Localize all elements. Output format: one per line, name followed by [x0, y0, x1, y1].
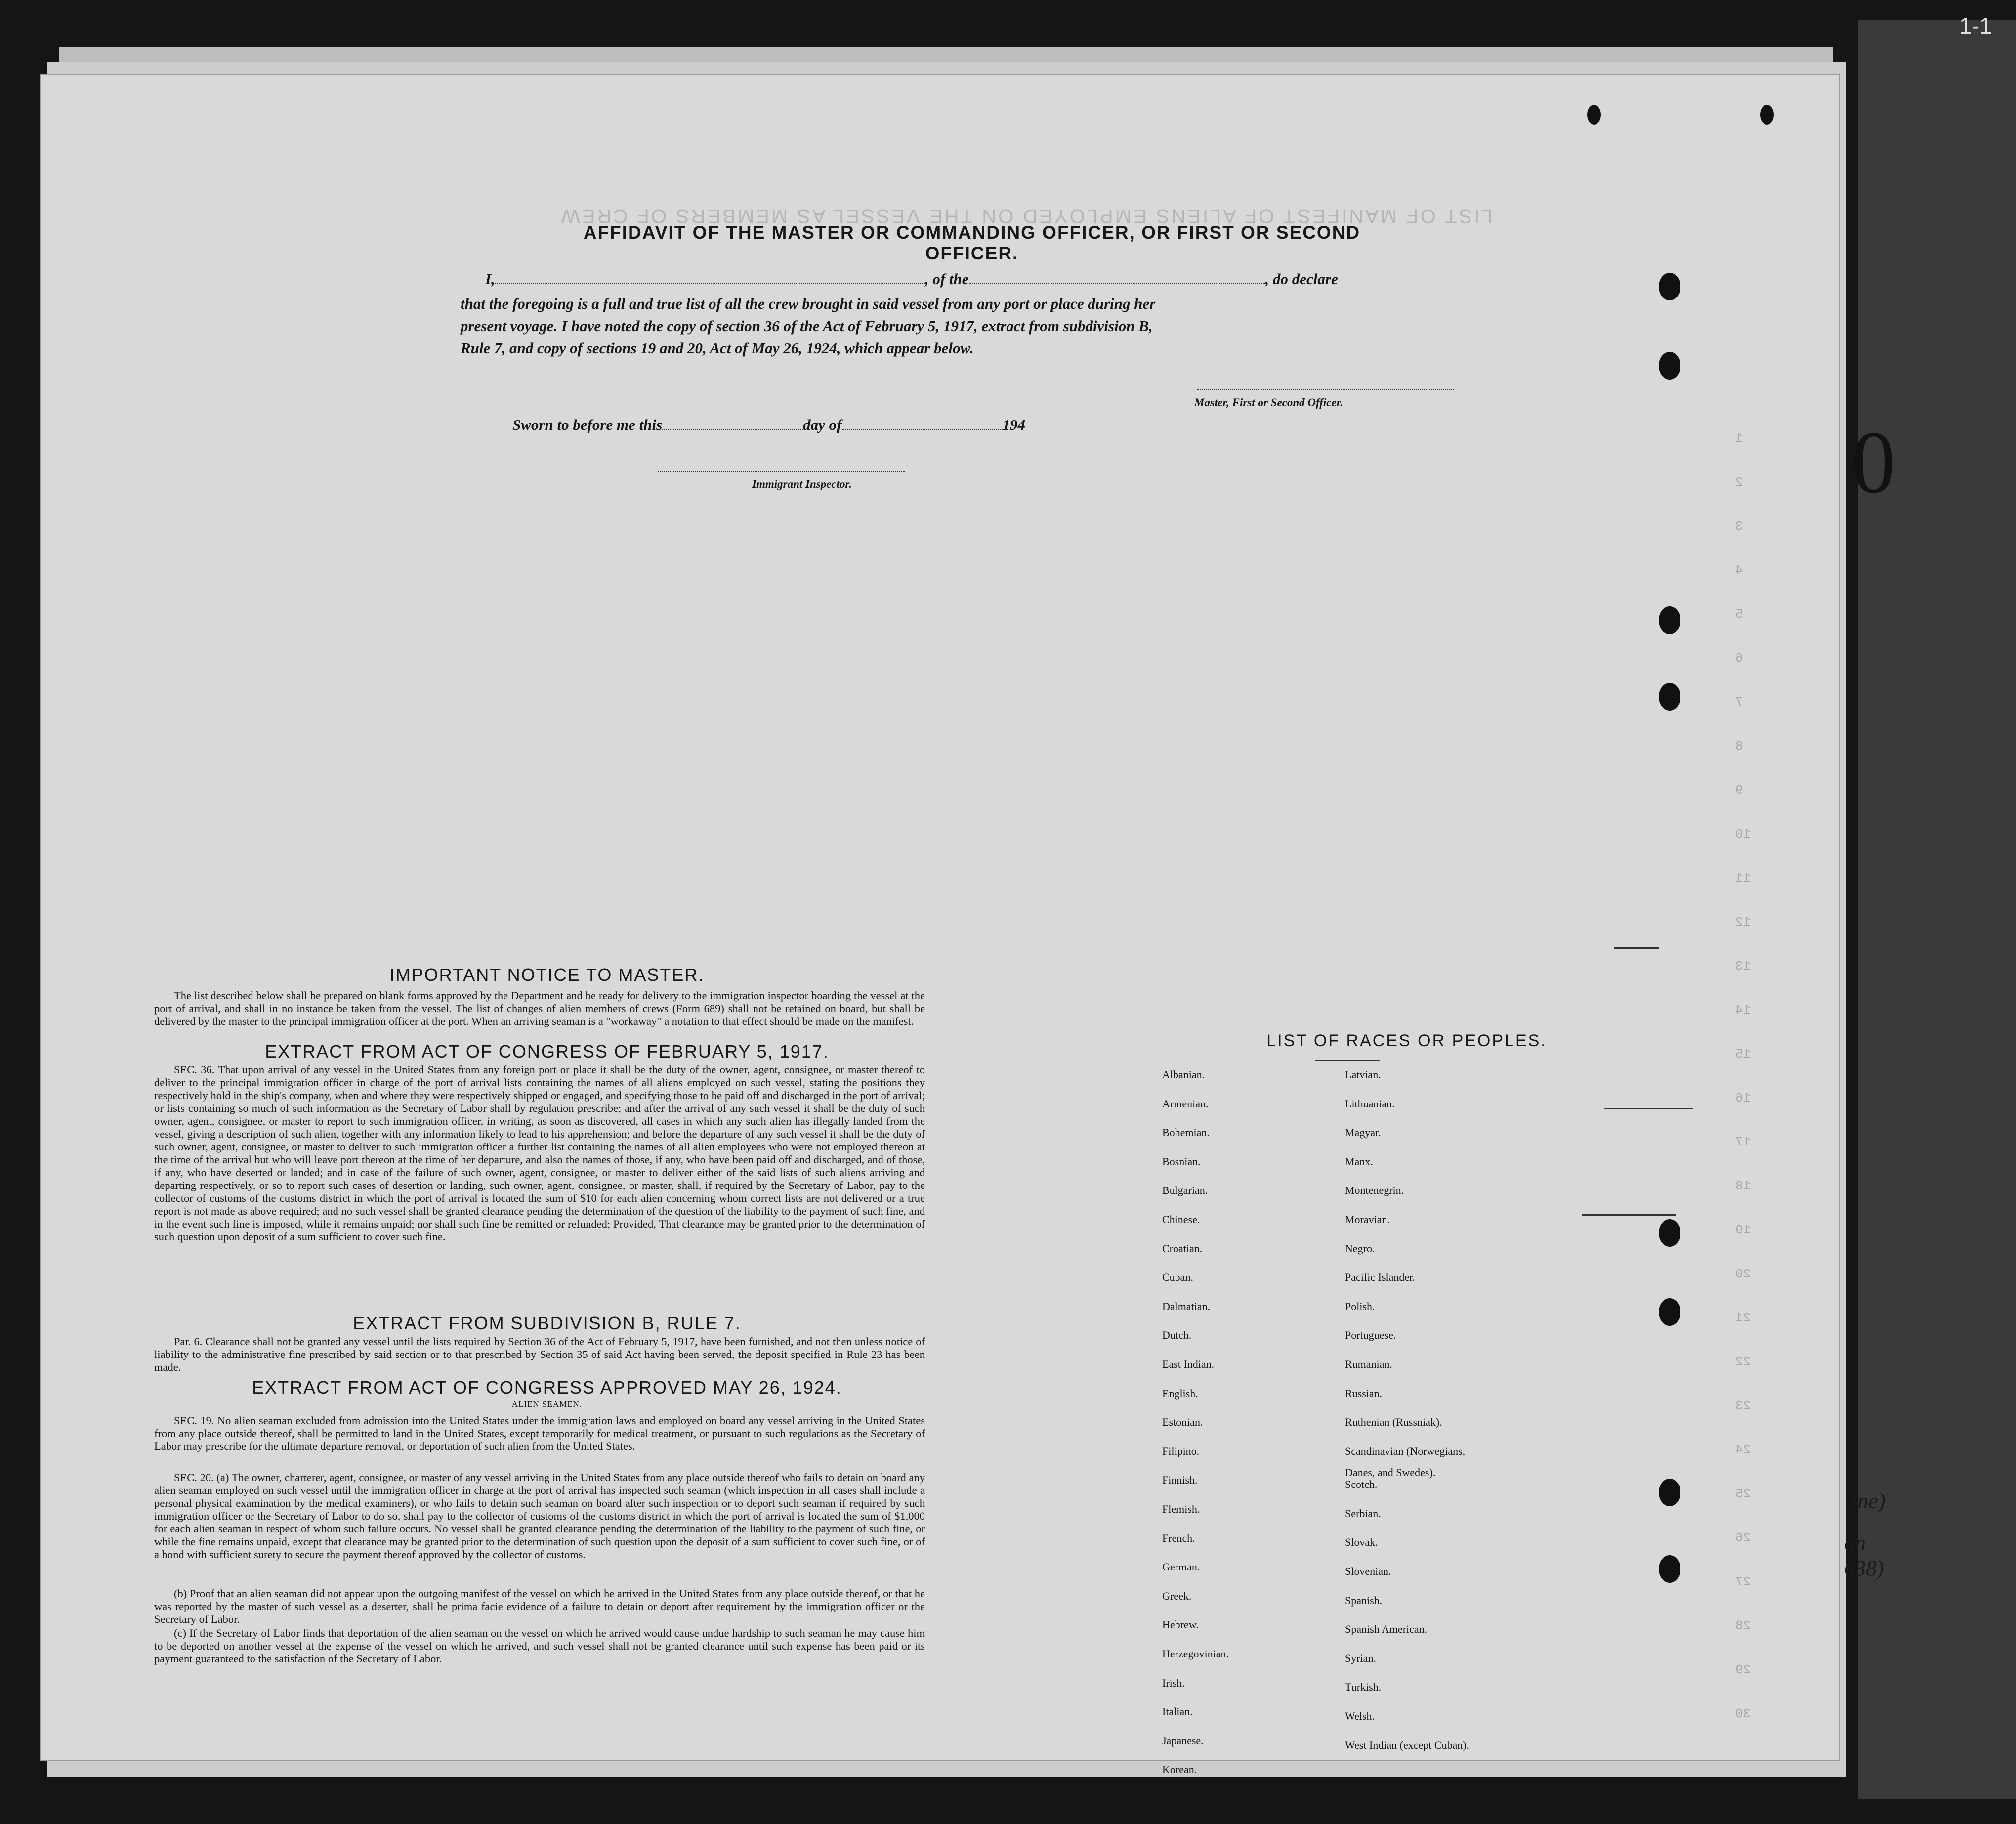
- race-item: Flemish.: [1162, 1503, 1200, 1515]
- punch-hole: [1659, 1298, 1680, 1326]
- race-item: Russian.: [1345, 1387, 1383, 1400]
- bleed-through-row-number: 20: [1735, 1267, 1751, 1281]
- race-item: Polish.: [1345, 1300, 1375, 1313]
- extract-rule7-heading: EXTRACT FROM SUBDIVISION B, RULE 7.: [353, 1313, 741, 1333]
- bleed-through-row-number: 22: [1735, 1355, 1751, 1369]
- races-list-title: LIST OF RACES OR PEOPLES.: [1266, 1031, 1547, 1050]
- alien-seamen-subheading: ALIEN SEAMEN.: [511, 1400, 583, 1409]
- race-item: Ruthenian (Russniak).: [1345, 1416, 1442, 1429]
- race-item: Montenegrin.: [1345, 1184, 1404, 1197]
- race-item: Italian.: [1162, 1705, 1193, 1718]
- race-item: Korean.: [1162, 1763, 1197, 1776]
- race-item-continuation: Danes, and Swedes).: [1345, 1466, 1436, 1479]
- race-item: Herzegovinian.: [1162, 1648, 1229, 1660]
- manifest-back-page: [40, 74, 1896, 1776]
- section-20a-text: SEC. 20. (a) The owner, charterer, agent, consignee, or master of any vessel arriving in the United States from any place outside thereof who fails to detain on board any alien seaman employed on such vessel until the immigration officer in charge at the port of arrival has inspected such seaman (which inspection in all cases shall include a personal physical examination by the medical examiners), or who fails to detain such seaman on board after such inspection or to deport such seaman if required by such immigration officer or the Secretary of Labor to do so, shall pay to the collector of customs of the customs district in which the port of arrival is located the sum of $1,000 for each alien seaman in respect of whom such failure occurs. No vessel shall be granted clearance pending the determination of the liability to the payment of such fine, or while the fine remains unpaid, except that clearance may be granted prior to the determination of such question upon the deposit of a sum sufficient to cover such fine, or of a bond with sufficient surety to secure the payment thereof approved by the collector of customs.: [154, 1471, 925, 1561]
- section-36-text: SEC. 36. That upon arrival of any vessel in the United States from any foreign port or place it shall be the duty of the owner, agent, consignee, or master thereof to deliver to the principal immigration officer in charge of the port of arrival lists containing the names of all aliens employed on such vessel, stating the positions they respectively hold in the ship's company, when and where they were respectively shipped or engaged, and specifying those to be paid off and discharged in the port of arrival; or lists containing so much of such information as the Secretary of Labor shall by regulation prescribe; and after the arrival of any such vessel it shall be the duty of such owner, agent, consignee, or master to report to such immigration officer, in writing, as soon as discovered, all cases in which any such alien has illegally landed from the vessel, giving a description of such alien, together with any information likely to lead to his apprehension; and before the departure of any such vessel it shall be the duty of such owner, agent, consignee, or master to deliver to such immigration officer a further list containing the names of all alien employees who were not employed thereon at the time of the arrival but who will leave port thereon at the time of her departure, and also the names of those, if any, who have been paid off and discharged, and of those, if any, who have deserted or landed; and in case of the failure of such owner, agent, consignee, or master to deliver either of the said lists of such aliens arriving and departing respectively, or so to report such cases of desertion or landing, such owner, agent, consignee, or master, shall, if required by the Secretary of Labor, pay to the collector of customs of the customs district in which the port of arrival is located the sum of $10 for each alien concerning whom correct lists are not delivered or a true report is not made as above required; and no such vessel shall be granted clearance pending the determination of the question of the liability to the payment of such fine, and in the event such fine is imposed, while it remains unpaid; nor shall such fine be remitted or refunded; Provided, That clearance may be granted prior to the determination of such question upon deposit of a sum sufficient to cover such fine.: [154, 1063, 925, 1243]
- bleed-through-row-number: 30: [1735, 1706, 1751, 1721]
- inspector-signature-caption: Immigrant Inspector.: [752, 478, 852, 490]
- bleed-through-row-number: 26: [1735, 1530, 1751, 1545]
- section-20c-text: (c) If the Secretary of Labor finds that deportation of the alien seaman on the vessel on which he arrived would cause undue hardship to such seaman he may cause him to be deported on another vessel at the expense of the vessel on which he arrived, and such vessel shall not be granted clearance until such expense has been paid or its payment guaranteed to the satisfaction of the Secretary of Labor.: [154, 1627, 925, 1665]
- bleed-through-row-number: 12: [1735, 915, 1751, 930]
- inspector-signature-line: [658, 470, 905, 472]
- punch-hole: [1659, 1555, 1680, 1583]
- race-item: Lithuanian.: [1345, 1097, 1395, 1110]
- race-item: Negro.: [1345, 1242, 1375, 1255]
- race-item: Scandinavian (Norwegians,: [1345, 1444, 1466, 1457]
- race-item: Bulgarian.: [1162, 1184, 1208, 1197]
- race-item: Estonian.: [1162, 1416, 1203, 1429]
- bleed-through-row-number: 9: [1735, 783, 1743, 798]
- handwritten-margin-note: ine): [1851, 1489, 1886, 1513]
- punch-hole: [1659, 273, 1680, 300]
- punch-hole: [1659, 352, 1680, 380]
- race-item: Chinese.: [1162, 1213, 1200, 1226]
- bleed-through-row-number: 19: [1735, 1223, 1751, 1237]
- race-item: Greek.: [1162, 1589, 1192, 1602]
- race-item: German.: [1162, 1561, 1200, 1573]
- bleed-through-row-number: 16: [1735, 1091, 1751, 1105]
- race-item: Cuban.: [1162, 1271, 1193, 1284]
- sworn-line: [512, 416, 1025, 434]
- name-blank: [495, 283, 925, 284]
- race-item: Rumanian.: [1345, 1358, 1392, 1370]
- notice-intro: The list described below shall be prepared on blank forms approved by the Department and be ready for delivery to the immigration inspector boarding the vessel at the port of arrival, and shall in no instance be taken from the vessel. The list of changes of alien members of crews (Form 689) shall not be retained on board, but shall be delivered by the master to the principal immigration officer at the port. When an arriving seaman is a "workaway" a notation to that effect should be made on the manifest.: [154, 989, 925, 1027]
- race-item: Slovak.: [1345, 1536, 1378, 1549]
- race-item: Albanian.: [1162, 1068, 1205, 1081]
- race-item: Spanish American.: [1345, 1623, 1428, 1636]
- notice-title: IMPORTANT NOTICE TO MASTER.: [389, 965, 705, 985]
- bleed-through-row-number: 28: [1735, 1618, 1751, 1633]
- bleed-through-row-number: 29: [1735, 1662, 1751, 1677]
- race-item: Dalmatian.: [1162, 1300, 1211, 1313]
- punch-hole: [1587, 105, 1601, 125]
- bleed-through-row-number: 13: [1735, 959, 1751, 974]
- race-item: Japanese.: [1162, 1734, 1204, 1747]
- extract-1917-heading: EXTRACT FROM ACT OF CONGRESS OF FEBRUARY 5, 1917.: [265, 1041, 829, 1061]
- punch-hole: [1659, 1219, 1680, 1247]
- section-20b-text: (b) Proof that an alien seaman did not appear upon the outgoing manifest of the vessel on which he arrived in the United States from any place outside thereof, or that he was reported by the master of such vessel as a deserter, shall be prima facie evidence of a failure to detain or deport after requirement by the immigration officer or the Secretary of Labor.: [154, 1587, 925, 1625]
- race-item: Spanish.: [1345, 1594, 1383, 1607]
- master-signature-line: [1197, 389, 1454, 390]
- race-item: Croatian.: [1162, 1242, 1203, 1255]
- race-item: Portuguese.: [1345, 1329, 1396, 1342]
- race-item: Turkish.: [1345, 1681, 1382, 1694]
- bleed-through-row-number: 18: [1735, 1179, 1751, 1193]
- race-item: Finnish.: [1162, 1474, 1198, 1486]
- punch-hole: [1659, 683, 1680, 711]
- affidavit-text: that the foregoing is a full and true list of all the crew brought in said vessel from any port or place during her: [461, 295, 1156, 312]
- affidavit-text: , do declare: [1265, 270, 1338, 288]
- sworn-text: day of: [803, 416, 842, 433]
- bleed-through-row-number: 2: [1735, 475, 1743, 490]
- race-item: Hebrew.: [1162, 1618, 1199, 1631]
- punch-hole: [1659, 606, 1680, 634]
- race-item: Welsh.: [1345, 1709, 1375, 1722]
- master-signature-caption: Master, First or Second Officer.: [1194, 396, 1344, 409]
- paragraph-6-text: Par. 6. Clearance shall not be granted any vessel until the lists required by Section 36 of the Act of February 5, 1917, have been furnished, and not then unless notice of liability to the administrative fine prescribed by said section or to that prescribed by Section 35 of said Act having been served, the deposit specified in Rule 23 has been made.: [154, 1335, 925, 1373]
- sworn-text: 194: [1002, 416, 1025, 433]
- affidavit-text: I,: [485, 270, 495, 288]
- race-item: Dutch.: [1162, 1329, 1192, 1342]
- bleed-through-row-number: 27: [1735, 1574, 1751, 1589]
- race-item: Manx.: [1345, 1155, 1373, 1168]
- bleed-through-row-number: 17: [1735, 1135, 1751, 1149]
- race-item: Magyar.: [1345, 1126, 1381, 1139]
- bleed-through-row-number: 24: [1735, 1442, 1751, 1457]
- day-blank: [662, 428, 803, 430]
- race-item: Scotch.: [1345, 1478, 1378, 1491]
- handwritten-margin-note: on 638): [1844, 1531, 1884, 1580]
- bleed-through-row-number: 23: [1735, 1399, 1751, 1413]
- races-title-rule: [1315, 1060, 1380, 1061]
- bleed-through-row-number: 21: [1735, 1311, 1751, 1325]
- affidavit-title: AFFIDAVIT OF THE MASTER OR COMMANDING OFFICER, OR FIRST OR SECOND OFFICER.: [583, 222, 1361, 263]
- race-item: Syrian.: [1345, 1652, 1376, 1664]
- race-item: Armenian.: [1162, 1097, 1209, 1110]
- bleed-through-row-number: 6: [1735, 651, 1743, 666]
- race-item: Filipino.: [1162, 1444, 1200, 1457]
- punch-hole: [1659, 1479, 1680, 1506]
- bleed-through-row-number: 11: [1735, 871, 1751, 886]
- bleed-through-row-number: 15: [1735, 1047, 1751, 1061]
- race-item: East Indian.: [1162, 1358, 1215, 1370]
- vessel-blank: [969, 283, 1265, 284]
- bleed-through-row-number: 14: [1735, 1003, 1751, 1018]
- bleed-through-row-number: 3: [1735, 519, 1743, 534]
- punch-hole: [1760, 105, 1774, 125]
- race-item: Bosnian.: [1162, 1155, 1201, 1168]
- pen-mark: [1582, 1214, 1676, 1216]
- race-item: Bohemian.: [1162, 1126, 1210, 1139]
- month-blank: [842, 428, 1003, 430]
- race-item: English.: [1162, 1387, 1198, 1400]
- bleed-through-row-number: 8: [1735, 739, 1743, 754]
- handwritten-margin-letter: 0: [1851, 413, 1896, 511]
- bleed-through-row-number: 25: [1735, 1486, 1751, 1501]
- extract-1924-heading: EXTRACT FROM ACT OF CONGRESS APPROVED MAY 26, 1924.: [252, 1377, 842, 1398]
- pen-mark: [1604, 1108, 1693, 1109]
- sworn-text: Sworn to before me this: [512, 416, 663, 433]
- affidavit-text: present voyage. I have noted the copy of section 36 of the Act of February 5, 1917, extract from subdivision B,: [461, 317, 1153, 335]
- pen-mark: [1614, 947, 1659, 949]
- race-item: Slovenian.: [1345, 1565, 1391, 1577]
- race-item: Moravian.: [1345, 1213, 1390, 1226]
- bleed-through-row-number: 7: [1735, 695, 1743, 710]
- bleed-through-row-number: 1: [1735, 431, 1743, 446]
- bleed-through-row-number: 4: [1735, 563, 1743, 578]
- corner-archive-mark: 1-1: [1959, 13, 1992, 39]
- race-item: Latvian.: [1345, 1068, 1381, 1081]
- affidavit-text: Rule 7, and copy of sections 19 and 20, Act of May 26, 1924, which appear below.: [461, 339, 974, 357]
- race-item: West Indian (except Cuban).: [1345, 1739, 1470, 1751]
- race-item: Serbian.: [1345, 1507, 1381, 1520]
- race-item: Pacific Islander.: [1345, 1271, 1415, 1284]
- bleed-through-row-number: 5: [1735, 607, 1743, 622]
- race-item: Irish.: [1162, 1676, 1185, 1689]
- section-19-text: SEC. 19. No alien seaman excluded from admission into the United States under the immigration laws and employed on board any vessel arriving in the United States from any place outside thereof, shall be permitted to land in the United States, except temporarily for medical treatment, or pursuant to such regulations as the Secretary of Labor may prescribe for the ultimate departure removal, or deportation of such alien from the United States.: [154, 1414, 925, 1452]
- race-item: French.: [1162, 1531, 1195, 1544]
- affidavit-text: , of the: [924, 270, 969, 288]
- bleed-through-title: LIST OF MANIFEST OF ALIENS EMPLOYED ON THE VESSEL AS MEMBERS OF CREW: [559, 205, 1493, 227]
- bleed-through-row-number: 10: [1735, 827, 1751, 842]
- affidavit-declaration-line: [485, 270, 1338, 288]
